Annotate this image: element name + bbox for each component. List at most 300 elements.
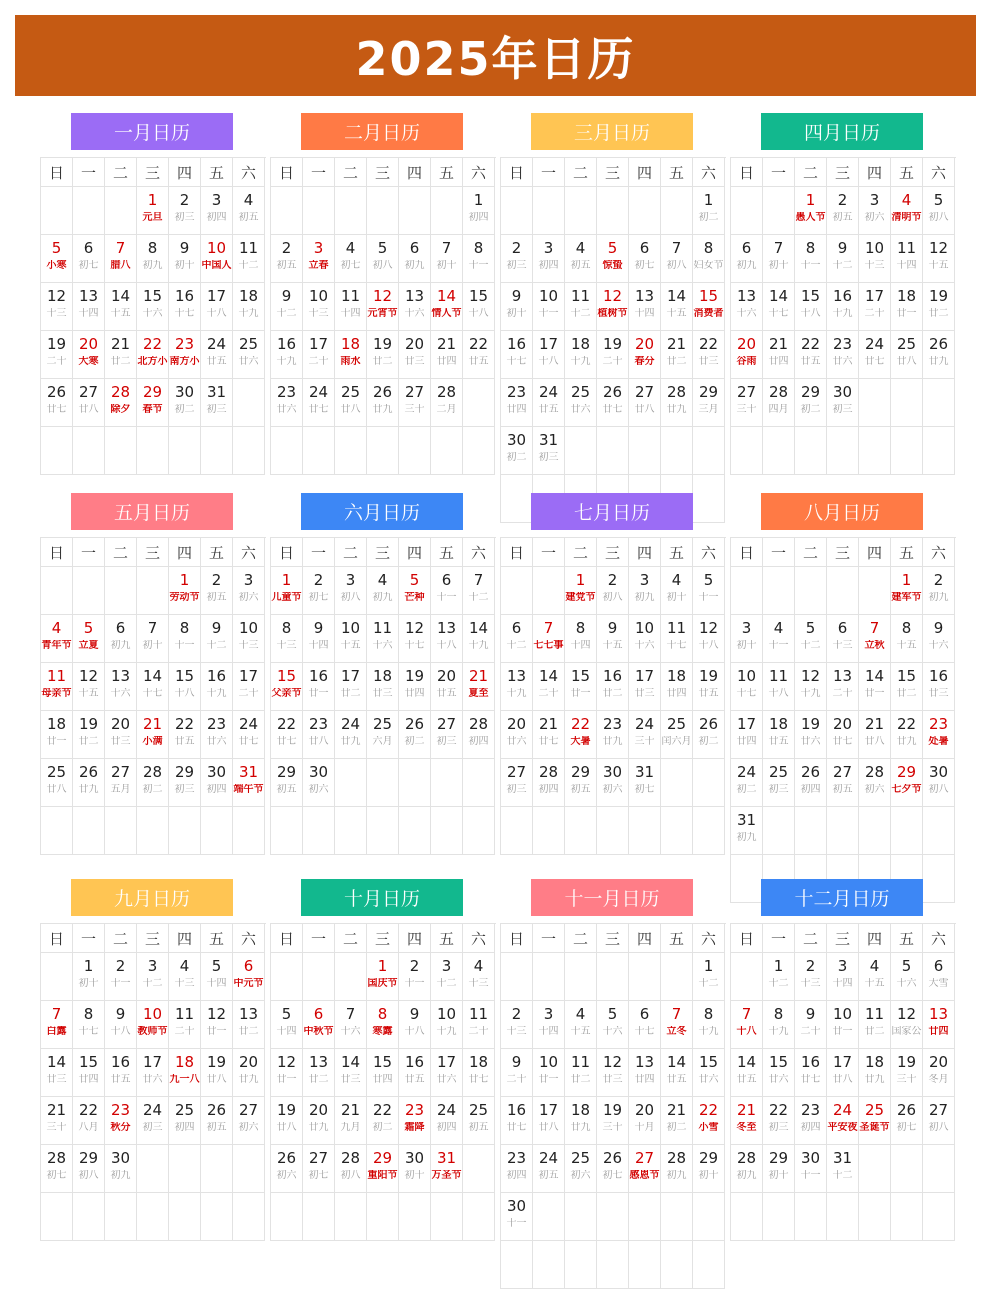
- day-cell[interactable]: [303, 283, 335, 331]
- day-cell[interactable]: [463, 663, 495, 711]
- day-cell[interactable]: [565, 331, 597, 379]
- day-cell[interactable]: [367, 1097, 399, 1145]
- day-cell[interactable]: [795, 379, 827, 427]
- day-cell[interactable]: [201, 379, 233, 427]
- day-cell[interactable]: [73, 235, 105, 283]
- day-cell[interactable]: [335, 331, 367, 379]
- day-cell[interactable]: [399, 379, 431, 427]
- day-cell[interactable]: [859, 663, 891, 711]
- day-cell[interactable]: [41, 331, 73, 379]
- day-cell[interactable]: [923, 1097, 955, 1145]
- day-cell[interactable]: [763, 615, 795, 663]
- day-cell[interactable]: [501, 1049, 533, 1097]
- day-cell[interactable]: [795, 235, 827, 283]
- day-cell[interactable]: [597, 283, 629, 331]
- day-cell[interactable]: [693, 711, 725, 759]
- day-cell[interactable]: [201, 1049, 233, 1097]
- day-cell[interactable]: [399, 1097, 431, 1145]
- day-cell[interactable]: [629, 1145, 661, 1193]
- day-cell[interactable]: [105, 1001, 137, 1049]
- day-cell[interactable]: [233, 331, 265, 379]
- day-cell[interactable]: [169, 953, 201, 1001]
- day-cell[interactable]: [629, 283, 661, 331]
- day-cell[interactable]: [169, 379, 201, 427]
- day-cell[interactable]: [827, 953, 859, 1001]
- day-cell[interactable]: [399, 283, 431, 331]
- day-cell[interactable]: [731, 807, 763, 855]
- day-cell[interactable]: [597, 331, 629, 379]
- day-cell[interactable]: [565, 379, 597, 427]
- day-cell[interactable]: [629, 1001, 661, 1049]
- day-cell[interactable]: [923, 711, 955, 759]
- day-cell[interactable]: [201, 283, 233, 331]
- day-cell[interactable]: [303, 1049, 335, 1097]
- day-cell[interactable]: [565, 711, 597, 759]
- day-cell[interactable]: [795, 187, 827, 235]
- day-cell[interactable]: [431, 283, 463, 331]
- day-cell[interactable]: [399, 1145, 431, 1193]
- day-cell[interactable]: [597, 1049, 629, 1097]
- day-cell[interactable]: [463, 1049, 495, 1097]
- day-cell[interactable]: [923, 1001, 955, 1049]
- day-cell[interactable]: [169, 283, 201, 331]
- day-cell[interactable]: [463, 187, 495, 235]
- day-cell[interactable]: [335, 567, 367, 615]
- day-cell[interactable]: [533, 615, 565, 663]
- day-cell[interactable]: [105, 331, 137, 379]
- day-cell[interactable]: [73, 379, 105, 427]
- day-cell[interactable]: [763, 759, 795, 807]
- day-cell[interactable]: [271, 1097, 303, 1145]
- day-cell[interactable]: [891, 953, 923, 1001]
- day-cell[interactable]: [827, 615, 859, 663]
- day-cell[interactable]: [827, 379, 859, 427]
- day-cell[interactable]: [533, 379, 565, 427]
- day-cell[interactable]: [629, 759, 661, 807]
- day-cell[interactable]: [597, 1097, 629, 1145]
- day-cell[interactable]: [795, 711, 827, 759]
- day-cell[interactable]: [41, 1097, 73, 1145]
- day-cell[interactable]: [763, 235, 795, 283]
- day-cell[interactable]: [693, 1049, 725, 1097]
- day-cell[interactable]: [533, 759, 565, 807]
- day-cell[interactable]: [233, 1049, 265, 1097]
- day-cell[interactable]: [41, 379, 73, 427]
- day-cell[interactable]: [859, 953, 891, 1001]
- day-cell[interactable]: [565, 759, 597, 807]
- day-cell[interactable]: [169, 711, 201, 759]
- day-cell[interactable]: [923, 235, 955, 283]
- day-cell[interactable]: [367, 567, 399, 615]
- day-cell[interactable]: [233, 235, 265, 283]
- day-cell[interactable]: [795, 1001, 827, 1049]
- day-cell[interactable]: [367, 1145, 399, 1193]
- day-cell[interactable]: [41, 283, 73, 331]
- day-cell[interactable]: [73, 615, 105, 663]
- day-cell[interactable]: [303, 663, 335, 711]
- day-cell[interactable]: [731, 235, 763, 283]
- day-cell[interactable]: [271, 379, 303, 427]
- day-cell[interactable]: [731, 331, 763, 379]
- day-cell[interactable]: [923, 283, 955, 331]
- day-cell[interactable]: [731, 759, 763, 807]
- day-cell[interactable]: [629, 711, 661, 759]
- day-cell[interactable]: [137, 187, 169, 235]
- day-cell[interactable]: [399, 1001, 431, 1049]
- day-cell[interactable]: [271, 759, 303, 807]
- day-cell[interactable]: [431, 615, 463, 663]
- day-cell[interactable]: [233, 953, 265, 1001]
- day-cell[interactable]: [233, 759, 265, 807]
- day-cell[interactable]: [501, 711, 533, 759]
- day-cell[interactable]: [693, 235, 725, 283]
- day-cell[interactable]: [661, 663, 693, 711]
- day-cell[interactable]: [533, 1001, 565, 1049]
- day-cell[interactable]: [367, 331, 399, 379]
- day-cell[interactable]: [693, 1097, 725, 1145]
- day-cell[interactable]: [731, 663, 763, 711]
- day-cell[interactable]: [201, 759, 233, 807]
- day-cell[interactable]: [891, 759, 923, 807]
- day-cell[interactable]: [501, 1001, 533, 1049]
- day-cell[interactable]: [271, 1145, 303, 1193]
- day-cell[interactable]: [661, 283, 693, 331]
- day-cell[interactable]: [731, 1097, 763, 1145]
- day-cell[interactable]: [891, 1049, 923, 1097]
- day-cell[interactable]: [891, 711, 923, 759]
- day-cell[interactable]: [859, 1097, 891, 1145]
- day-cell[interactable]: [501, 379, 533, 427]
- day-cell[interactable]: [335, 379, 367, 427]
- day-cell[interactable]: [629, 663, 661, 711]
- day-cell[interactable]: [105, 953, 137, 1001]
- day-cell[interactable]: [795, 331, 827, 379]
- day-cell[interactable]: [533, 331, 565, 379]
- day-cell[interactable]: [137, 759, 169, 807]
- day-cell[interactable]: [463, 615, 495, 663]
- day-cell[interactable]: [629, 235, 661, 283]
- day-cell[interactable]: [201, 953, 233, 1001]
- day-cell[interactable]: [41, 1001, 73, 1049]
- day-cell[interactable]: [233, 663, 265, 711]
- day-cell[interactable]: [303, 567, 335, 615]
- day-cell[interactable]: [303, 1145, 335, 1193]
- day-cell[interactable]: [431, 953, 463, 1001]
- day-cell[interactable]: [501, 331, 533, 379]
- day-cell[interactable]: [501, 1097, 533, 1145]
- day-cell[interactable]: [201, 187, 233, 235]
- day-cell[interactable]: [565, 1049, 597, 1097]
- day-cell[interactable]: [271, 283, 303, 331]
- day-cell[interactable]: [533, 235, 565, 283]
- day-cell[interactable]: [693, 567, 725, 615]
- day-cell[interactable]: [693, 615, 725, 663]
- day-cell[interactable]: [73, 283, 105, 331]
- day-cell[interactable]: [763, 953, 795, 1001]
- day-cell[interactable]: [891, 1001, 923, 1049]
- day-cell[interactable]: [763, 1097, 795, 1145]
- day-cell[interactable]: [731, 615, 763, 663]
- day-cell[interactable]: [501, 1193, 533, 1241]
- day-cell[interactable]: [137, 1001, 169, 1049]
- day-cell[interactable]: [335, 711, 367, 759]
- day-cell[interactable]: [731, 283, 763, 331]
- day-cell[interactable]: [661, 1145, 693, 1193]
- day-cell[interactable]: [271, 663, 303, 711]
- day-cell[interactable]: [795, 283, 827, 331]
- day-cell[interactable]: [271, 331, 303, 379]
- day-cell[interactable]: [501, 663, 533, 711]
- day-cell[interactable]: [431, 567, 463, 615]
- day-cell[interactable]: [923, 331, 955, 379]
- day-cell[interactable]: [105, 235, 137, 283]
- day-cell[interactable]: [827, 1145, 859, 1193]
- day-cell[interactable]: [859, 235, 891, 283]
- day-cell[interactable]: [597, 759, 629, 807]
- day-cell[interactable]: [41, 759, 73, 807]
- day-cell[interactable]: [105, 615, 137, 663]
- day-cell[interactable]: [891, 1097, 923, 1145]
- day-cell[interactable]: [137, 235, 169, 283]
- day-cell[interactable]: [201, 615, 233, 663]
- day-cell[interactable]: [891, 663, 923, 711]
- day-cell[interactable]: [923, 615, 955, 663]
- day-cell[interactable]: [533, 283, 565, 331]
- day-cell[interactable]: [169, 331, 201, 379]
- day-cell[interactable]: [73, 663, 105, 711]
- day-cell[interactable]: [105, 379, 137, 427]
- day-cell[interactable]: [431, 1001, 463, 1049]
- day-cell[interactable]: [41, 711, 73, 759]
- day-cell[interactable]: [693, 187, 725, 235]
- day-cell[interactable]: [73, 1001, 105, 1049]
- day-cell[interactable]: [923, 953, 955, 1001]
- day-cell[interactable]: [533, 427, 565, 475]
- day-cell[interactable]: [763, 379, 795, 427]
- day-cell[interactable]: [661, 331, 693, 379]
- day-cell[interactable]: [335, 1097, 367, 1145]
- day-cell[interactable]: [399, 1049, 431, 1097]
- day-cell[interactable]: [763, 711, 795, 759]
- day-cell[interactable]: [463, 1001, 495, 1049]
- day-cell[interactable]: [73, 1145, 105, 1193]
- day-cell[interactable]: [367, 711, 399, 759]
- day-cell[interactable]: [661, 615, 693, 663]
- day-cell[interactable]: [303, 331, 335, 379]
- day-cell[interactable]: [597, 1001, 629, 1049]
- day-cell[interactable]: [41, 1049, 73, 1097]
- day-cell[interactable]: [597, 567, 629, 615]
- day-cell[interactable]: [271, 567, 303, 615]
- day-cell[interactable]: [335, 283, 367, 331]
- day-cell[interactable]: [827, 331, 859, 379]
- day-cell[interactable]: [201, 1097, 233, 1145]
- day-cell[interactable]: [597, 711, 629, 759]
- day-cell[interactable]: [335, 1049, 367, 1097]
- day-cell[interactable]: [629, 615, 661, 663]
- day-cell[interactable]: [137, 379, 169, 427]
- day-cell[interactable]: [795, 663, 827, 711]
- day-cell[interactable]: [367, 283, 399, 331]
- day-cell[interactable]: [463, 953, 495, 1001]
- day-cell[interactable]: [105, 1049, 137, 1097]
- day-cell[interactable]: [693, 379, 725, 427]
- day-cell[interactable]: [859, 711, 891, 759]
- day-cell[interactable]: [367, 379, 399, 427]
- day-cell[interactable]: [303, 759, 335, 807]
- day-cell[interactable]: [891, 331, 923, 379]
- day-cell[interactable]: [565, 567, 597, 615]
- day-cell[interactable]: [233, 615, 265, 663]
- day-cell[interactable]: [399, 711, 431, 759]
- day-cell[interactable]: [501, 1145, 533, 1193]
- day-cell[interactable]: [431, 1097, 463, 1145]
- day-cell[interactable]: [41, 1145, 73, 1193]
- day-cell[interactable]: [795, 759, 827, 807]
- day-cell[interactable]: [501, 427, 533, 475]
- day-cell[interactable]: [565, 615, 597, 663]
- day-cell[interactable]: [271, 1049, 303, 1097]
- day-cell[interactable]: [201, 567, 233, 615]
- day-cell[interactable]: [763, 1049, 795, 1097]
- day-cell[interactable]: [233, 711, 265, 759]
- day-cell[interactable]: [303, 711, 335, 759]
- day-cell[interactable]: [41, 615, 73, 663]
- day-cell[interactable]: [335, 1145, 367, 1193]
- day-cell[interactable]: [367, 235, 399, 283]
- day-cell[interactable]: [661, 567, 693, 615]
- day-cell[interactable]: [201, 1001, 233, 1049]
- day-cell[interactable]: [431, 379, 463, 427]
- day-cell[interactable]: [891, 567, 923, 615]
- day-cell[interactable]: [271, 1001, 303, 1049]
- day-cell[interactable]: [201, 235, 233, 283]
- day-cell[interactable]: [137, 331, 169, 379]
- day-cell[interactable]: [399, 953, 431, 1001]
- day-cell[interactable]: [565, 235, 597, 283]
- day-cell[interactable]: [763, 1001, 795, 1049]
- day-cell[interactable]: [533, 1145, 565, 1193]
- day-cell[interactable]: [827, 711, 859, 759]
- day-cell[interactable]: [169, 567, 201, 615]
- day-cell[interactable]: [105, 283, 137, 331]
- day-cell[interactable]: [661, 1049, 693, 1097]
- day-cell[interactable]: [335, 663, 367, 711]
- day-cell[interactable]: [731, 1049, 763, 1097]
- day-cell[interactable]: [271, 711, 303, 759]
- day-cell[interactable]: [629, 379, 661, 427]
- day-cell[interactable]: [763, 1145, 795, 1193]
- day-cell[interactable]: [533, 663, 565, 711]
- day-cell[interactable]: [827, 187, 859, 235]
- day-cell[interactable]: [827, 283, 859, 331]
- day-cell[interactable]: [105, 1097, 137, 1145]
- day-cell[interactable]: [73, 1049, 105, 1097]
- day-cell[interactable]: [105, 759, 137, 807]
- day-cell[interactable]: [859, 283, 891, 331]
- day-cell[interactable]: [431, 1145, 463, 1193]
- day-cell[interactable]: [137, 1049, 169, 1097]
- day-cell[interactable]: [661, 1097, 693, 1145]
- day-cell[interactable]: [271, 235, 303, 283]
- day-cell[interactable]: [565, 283, 597, 331]
- day-cell[interactable]: [891, 283, 923, 331]
- day-cell[interactable]: [201, 711, 233, 759]
- day-cell[interactable]: [399, 663, 431, 711]
- day-cell[interactable]: [923, 663, 955, 711]
- day-cell[interactable]: [827, 235, 859, 283]
- day-cell[interactable]: [731, 711, 763, 759]
- day-cell[interactable]: [795, 953, 827, 1001]
- day-cell[interactable]: [693, 953, 725, 1001]
- day-cell[interactable]: [501, 235, 533, 283]
- day-cell[interactable]: [923, 759, 955, 807]
- day-cell[interactable]: [661, 1001, 693, 1049]
- day-cell[interactable]: [105, 663, 137, 711]
- day-cell[interactable]: [533, 711, 565, 759]
- day-cell[interactable]: [629, 1049, 661, 1097]
- day-cell[interactable]: [41, 235, 73, 283]
- day-cell[interactable]: [565, 1001, 597, 1049]
- day-cell[interactable]: [731, 1001, 763, 1049]
- day-cell[interactable]: [463, 235, 495, 283]
- day-cell[interactable]: [463, 711, 495, 759]
- day-cell[interactable]: [859, 1049, 891, 1097]
- day-cell[interactable]: [169, 1049, 201, 1097]
- day-cell[interactable]: [463, 331, 495, 379]
- day-cell[interactable]: [335, 235, 367, 283]
- day-cell[interactable]: [137, 711, 169, 759]
- day-cell[interactable]: [501, 759, 533, 807]
- day-cell[interactable]: [169, 187, 201, 235]
- day-cell[interactable]: [923, 567, 955, 615]
- day-cell[interactable]: [501, 283, 533, 331]
- day-cell[interactable]: [565, 1145, 597, 1193]
- day-cell[interactable]: [693, 1145, 725, 1193]
- day-cell[interactable]: [431, 235, 463, 283]
- day-cell[interactable]: [827, 1001, 859, 1049]
- day-cell[interactable]: [763, 331, 795, 379]
- day-cell[interactable]: [565, 663, 597, 711]
- day-cell[interactable]: [597, 235, 629, 283]
- day-cell[interactable]: [597, 1145, 629, 1193]
- day-cell[interactable]: [233, 283, 265, 331]
- day-cell[interactable]: [169, 1001, 201, 1049]
- day-cell[interactable]: [399, 567, 431, 615]
- day-cell[interactable]: [693, 283, 725, 331]
- day-cell[interactable]: [565, 1097, 597, 1145]
- day-cell[interactable]: [693, 663, 725, 711]
- day-cell[interactable]: [399, 235, 431, 283]
- day-cell[interactable]: [827, 1049, 859, 1097]
- day-cell[interactable]: [763, 663, 795, 711]
- day-cell[interactable]: [201, 331, 233, 379]
- day-cell[interactable]: [169, 1097, 201, 1145]
- day-cell[interactable]: [629, 567, 661, 615]
- day-cell[interactable]: [367, 615, 399, 663]
- day-cell[interactable]: [233, 1097, 265, 1145]
- day-cell[interactable]: [73, 759, 105, 807]
- day-cell[interactable]: [763, 283, 795, 331]
- day-cell[interactable]: [431, 663, 463, 711]
- day-cell[interactable]: [169, 615, 201, 663]
- day-cell[interactable]: [533, 1097, 565, 1145]
- day-cell[interactable]: [137, 283, 169, 331]
- day-cell[interactable]: [367, 1001, 399, 1049]
- day-cell[interactable]: [597, 615, 629, 663]
- day-cell[interactable]: [597, 663, 629, 711]
- day-cell[interactable]: [501, 615, 533, 663]
